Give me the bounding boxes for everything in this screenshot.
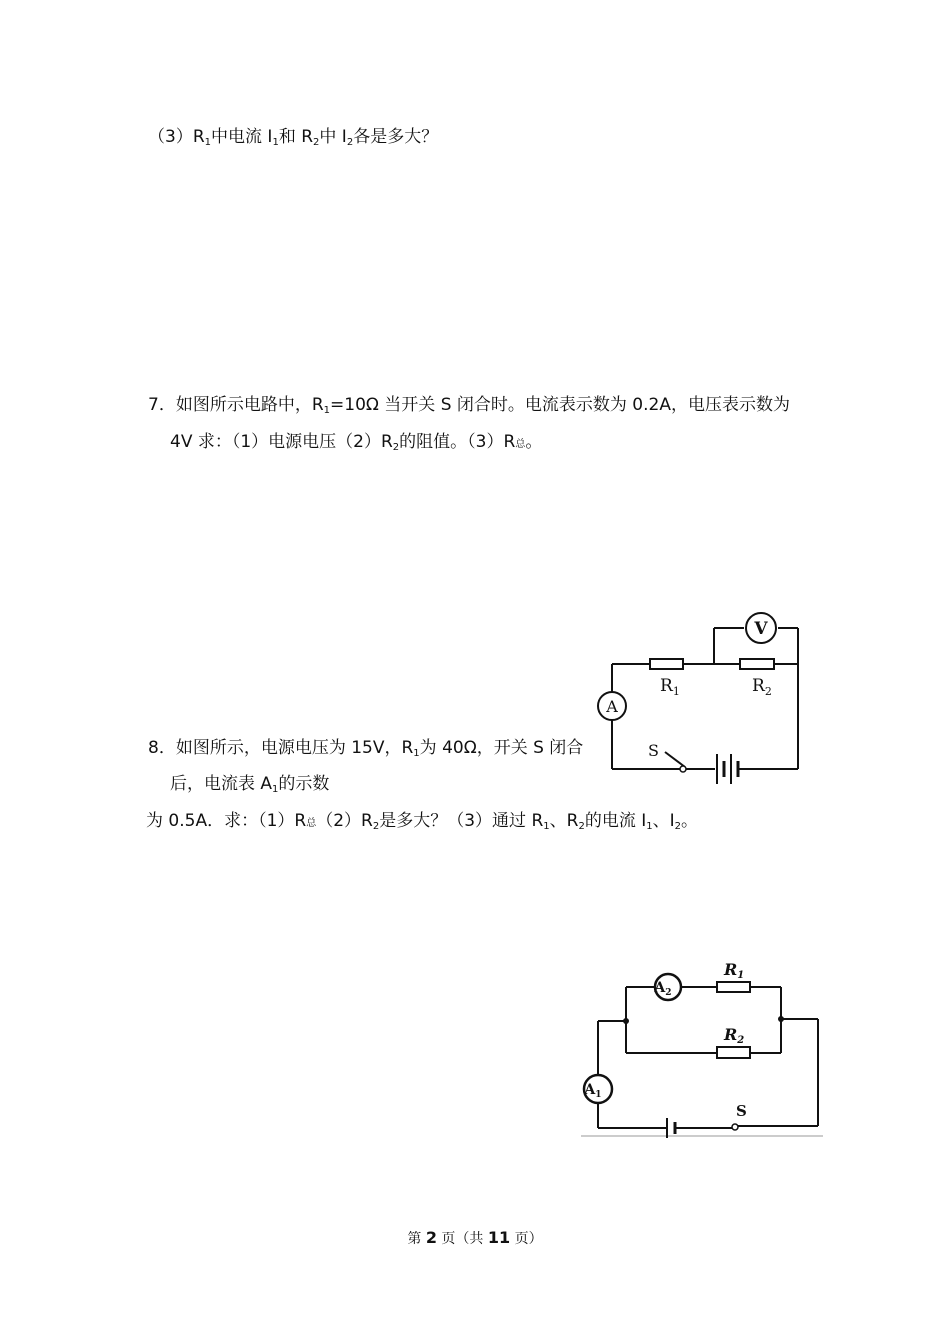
circuit-diagram-q7: [590, 612, 810, 782]
resistor-r2: [740, 659, 774, 669]
q8-line2: 后，电流表 $A_1$的示数: [170, 774, 330, 795]
switch-label: S: [736, 1102, 747, 1120]
switch-label: S: [648, 741, 659, 760]
r2-label: $R_2$: [752, 676, 772, 698]
page-footer: 第 2 页（共 11 页）: [407, 1228, 543, 1247]
resistor-r1: [717, 982, 750, 992]
switch-contact-icon: [732, 1124, 738, 1130]
page-number: 2: [425, 1228, 437, 1247]
battery-icon: [717, 754, 738, 784]
q8-line1: 8．如图所示，电源电压为 15V，$R_1$为 40Ω，开关 S 闭合: [148, 738, 584, 759]
q7-line2: 4V 求：（1）电源电压$(2)R_2$的阻值。（3）R总。: [170, 432, 543, 453]
junction-right-icon: [778, 1016, 784, 1022]
page-total: 11: [487, 1228, 511, 1247]
resistor-r1: [650, 659, 683, 669]
ammeter-label: A: [606, 697, 618, 716]
junction-left-icon: [623, 1018, 629, 1024]
r1-label: R1: [724, 960, 745, 981]
q8-line3: 为 0.5A．求：（1）R总$(2)R_2$是多大？（3）通过 $R_1$、$R_2$的电流 $I_1$、$I_2$。: [146, 811, 699, 832]
q7-line1: 7．如图所示电路中，$R_1=10\Omega$ 当开关 S 闭合时。电流表示数为 0.2A，电压表示数为: [148, 395, 790, 416]
voltmeter-label: V: [754, 619, 768, 639]
q6-part3-text: $(3)R_1$中电流 $I_1$和 $R_2$中 $I_2$各是多大？: [148, 127, 439, 148]
resistor-r2: [717, 1047, 750, 1058]
ammeter-a2-label: $A_2$: [654, 980, 672, 998]
battery-icon: [667, 1118, 675, 1138]
r1-label: $R_1$: [660, 676, 680, 698]
r2-label: R2: [724, 1025, 745, 1046]
ammeter-a1-label: $A_1$: [584, 1082, 602, 1100]
switch-contact-icon: [680, 766, 686, 772]
circuit-diagram-q8: [578, 958, 828, 1143]
